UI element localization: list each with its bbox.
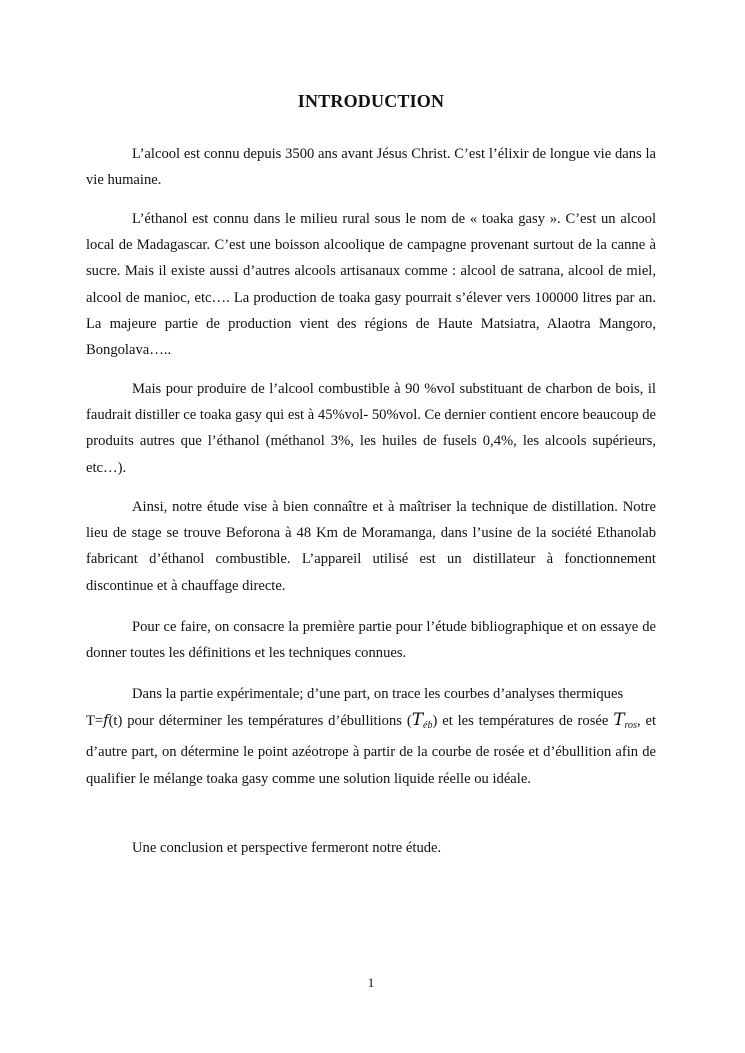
formula-t-equals: T= <box>86 713 104 730</box>
paragraph-7: Une conclusion et perspective fermeront notre étude. <box>132 840 442 856</box>
paragraph-6-mid1: pour déterminer les températures d’ébullitions <box>122 713 407 730</box>
tros-symbol: T <box>613 710 625 731</box>
paragraph-6-body <box>86 708 122 734</box>
teb-close: ) <box>432 713 438 730</box>
paragraph-6 <box>86 681 656 792</box>
paragraph-6-intro: Dans la partie expérimentale; d’une part, on trace les courbes d’analyses thermiques <box>132 686 624 702</box>
paragraph-6-rest: , et d’autre part, on détermine le point azéotrope à partir de la courbe de rosée et d’ébullition afin de qualifier le mélange toaka gasy comme une solution liquide réelle ou idéale. <box>86 713 656 787</box>
tros-subscript: ros <box>624 720 637 732</box>
formula-t-arg: (t) <box>108 713 123 730</box>
paragraph-6-mid2: et les températures de rosée <box>437 713 614 730</box>
teb-symbol: T <box>411 710 424 731</box>
paragraph-2: L’éthanol est connu dans le milieu rural sous le nom de « toaka gasy ». C’est un alcool local de Madagascar. C’est une boisson alcoolique de campagne provenant surtout de la canne à sucre. Mais il existe aussi d’autres alcools artisanaux comme : alcool de satrana, alcool de miel, alcool de manioc, etc…. La production de toaka gasy pourrait s’élever vers 100000 litres par an. La majeure partie de production vient des régions de Haute Matsiatra, Alaotra Mangoro, Bongolava….. <box>86 211 656 359</box>
paragraph-3: Mais pour produire de l’alcool combustible à 90 %vol substituant de charbon de bois, il faudrait distiller ce toaka gasy qui est à 45%vol- 50%vol. Ce dernier contient encore beaucoup de produits autres que l’éthanol (méthanol 3%, les huiles de fusels 0,4%, les alcools supérieurs, etc…). <box>86 381 656 476</box>
formula-f: f <box>103 712 109 730</box>
teb-subscript: éb <box>423 720 433 732</box>
paragraph-4: Ainsi, notre étude vise à bien connaître et à maîtriser la technique de distillation. Notre lieu de stage se trouve Beforona à 48 Km de Moramanga, dans l’usine de la société Ethanolab fabricant d’éthanol combustible. L’appareil utilisé est un distillateur à fonctionnement discontinue et à chauffage directe. <box>86 499 656 594</box>
teb-open: ( <box>406 713 412 730</box>
document-page <box>86 0 656 1053</box>
page-number: 1 <box>367 975 375 990</box>
page-title: INTRODUCTION <box>297 91 445 111</box>
paragraph-1: L’alcool est connu depuis 3500 ans avant Jésus Christ. C’est l’élixir de longue vie dans la vie humaine. <box>86 146 656 189</box>
paragraph-5: Pour ce faire, on consacre la première partie pour l’étude bibliographique et on essaye de donner toutes les définitions et les techniques connues. <box>86 619 656 662</box>
